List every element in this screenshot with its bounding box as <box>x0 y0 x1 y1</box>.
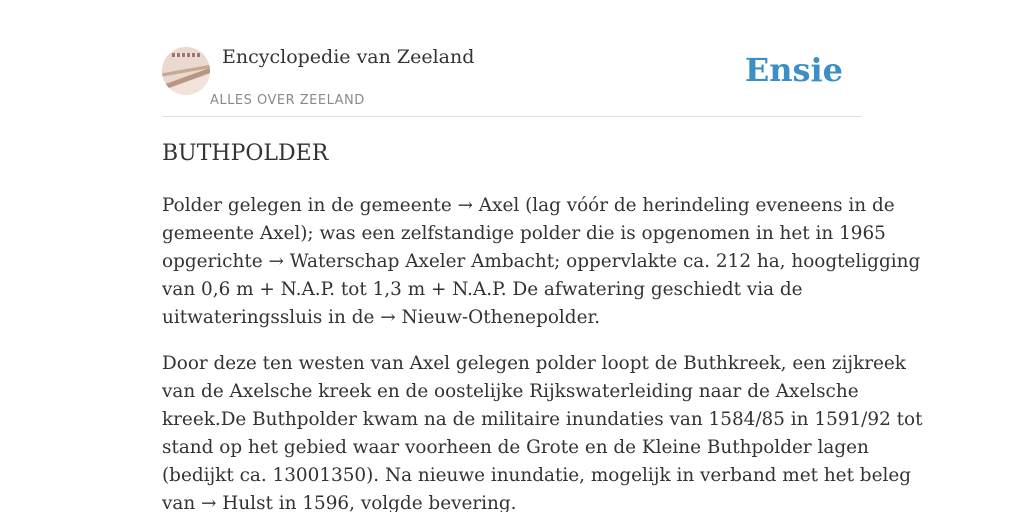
link-waterschap-axeler-ambacht[interactable]: → Waterschap Axeler Ambacht <box>268 251 555 272</box>
site-tagline: ALLES OVER ZEELAND <box>210 93 365 108</box>
site-header <box>162 45 862 117</box>
paragraph-2-line-1: Door deze ten westen van Axel gelegen polder loopt de Buthkreek, een zijkreek <box>162 353 906 374</box>
text-span: . <box>594 307 601 328</box>
paragraph-2 <box>162 350 923 512</box>
paragraph-1-line-2: gemeente Axel); was een zelfstandige polder die is opgenomen in het in 1965 <box>162 223 886 244</box>
paragraph-2-line-5: (bedijkt ca. 13001350). Na nieuwe inundatie, mogelijk in verband met het beleg <box>162 465 911 486</box>
site-avatar[interactable] <box>162 47 210 95</box>
paragraph-1-line-3 <box>162 248 921 276</box>
avatar-decoration <box>172 53 200 57</box>
paragraph-2-line-6 <box>162 490 862 512</box>
text-span: van <box>162 493 202 512</box>
text-span: uitwateringssluis in de <box>162 307 381 328</box>
paragraph-2-line-2: van de Axelsche kreek en de oostelijke Rijkswaterleiding naar de Axelsche <box>162 381 859 402</box>
link-hulst[interactable]: → Hulst <box>201 493 273 512</box>
text-span: opgerichte <box>162 251 269 272</box>
paragraph-2-line-4: stand op het gebied waar voorheen de Grote en de Kleine Buthpolder lagen <box>162 437 869 458</box>
paragraph-1-line-5 <box>162 304 862 332</box>
text-span: ; oppervlakte ca. 212 ha, hoogteligging <box>554 251 921 272</box>
link-axel[interactable]: → Axel <box>457 195 520 216</box>
article-body <box>162 192 923 512</box>
ensie-logo-link[interactable]: Ensie <box>744 51 843 89</box>
article-title: BUTHPOLDER <box>162 141 329 166</box>
text-span: in 1596, volgde bevering. <box>272 493 517 512</box>
paragraph-1-line-1 <box>162 192 895 220</box>
text-span: Polder gelegen in de gemeente <box>162 195 458 216</box>
site-title[interactable]: Encyclopedie van Zeeland <box>222 46 475 68</box>
link-nieuw-othenepolder[interactable]: → Nieuw-Othenepolder <box>380 307 595 328</box>
paragraph-1 <box>162 192 921 332</box>
paragraph-2-line-3: kreek.De Buthpolder kwam na de militaire inundaties van 1584/85 in 1591/92 tot <box>162 409 923 430</box>
paragraph-1-line-4: van 0,6 m + N.A.P. tot 1,3 m + N.A.P. De afwatering geschiedt via de <box>162 279 803 300</box>
text-span: (lag vóór de herindeling eveneens in de <box>519 195 895 216</box>
